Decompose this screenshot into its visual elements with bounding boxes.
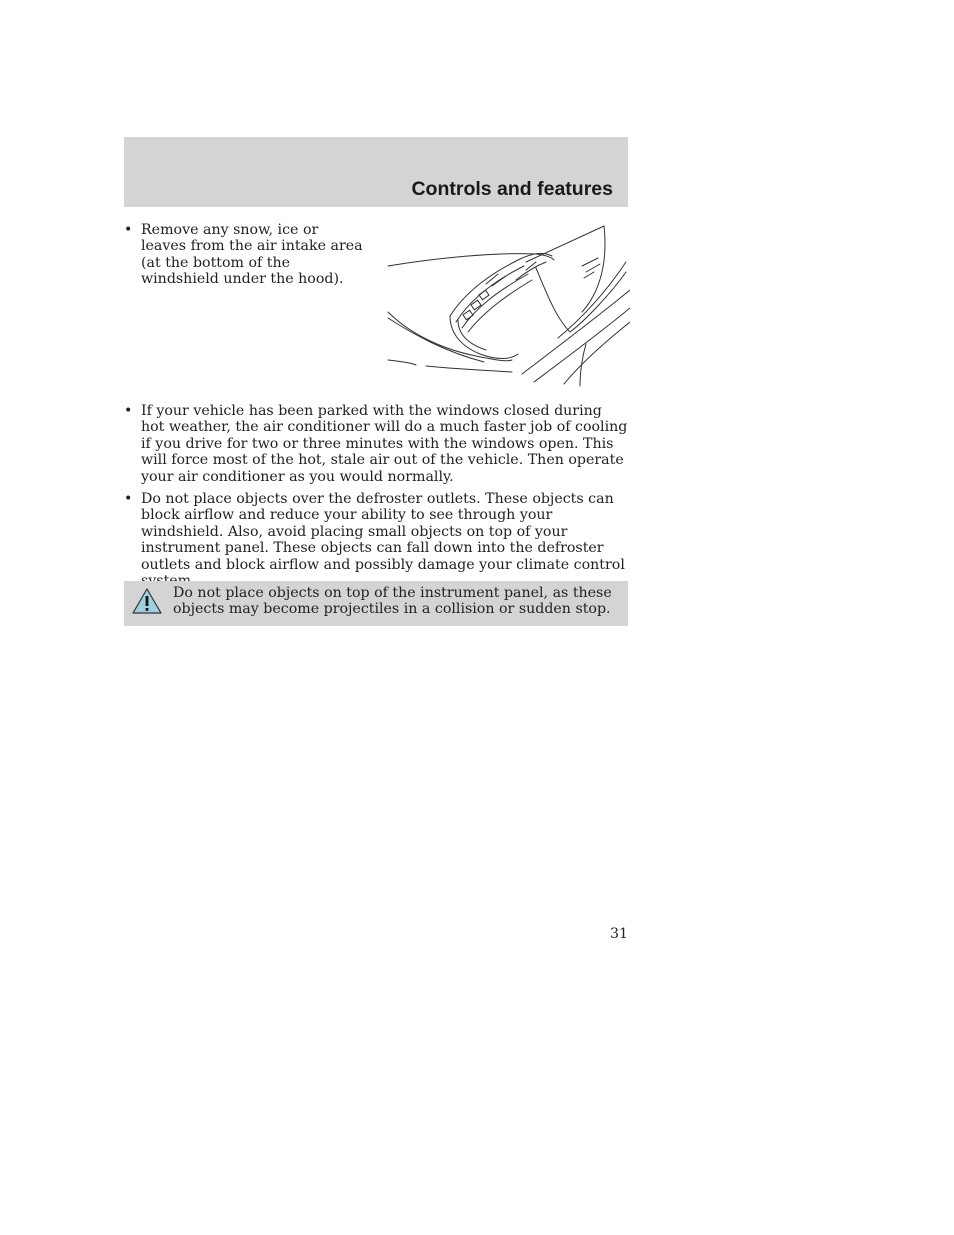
section-title: Controls and features (411, 178, 613, 200)
bullet-marker: • (124, 222, 133, 238)
warning-triangle-icon (131, 587, 163, 615)
bullet-marker: • (124, 491, 133, 507)
bullet-text: If your vehicle has been parked with the windows closed during hot weather, the air conditioner will do a much faster job of cooling if you drive for two or three minutes with the windows open. This will force most of the hot, stale air out of the vehicle. Then operate your air conditioner as you would normally. (141, 403, 628, 485)
page-number: 31 (609, 926, 628, 942)
bullet-text: Do not place objects over the defroster outlets. These objects can block airflow and reduce your ability to see through your windshield. Also, avoid placing small objects on top of your instrument panel. These objects can fall down into the defroster outlets and block airflow and possibly damage your climate control (141, 491, 625, 573)
warning-text: Do not place objects on top of the instrument panel, as these objects may become projectiles in a collision or sudden stop. (173, 585, 612, 618)
section-header (124, 137, 628, 207)
warning-box (124, 581, 628, 626)
list-item (124, 222, 364, 292)
bullet-marker: • (124, 403, 133, 419)
list-item (124, 403, 628, 487)
windshield-air-intake-illustration (386, 222, 630, 390)
list-item (124, 491, 628, 575)
bullet-text: Remove any snow, ice or leaves from the air intake area (at the bottom of the windshield under the hood). (141, 222, 363, 288)
